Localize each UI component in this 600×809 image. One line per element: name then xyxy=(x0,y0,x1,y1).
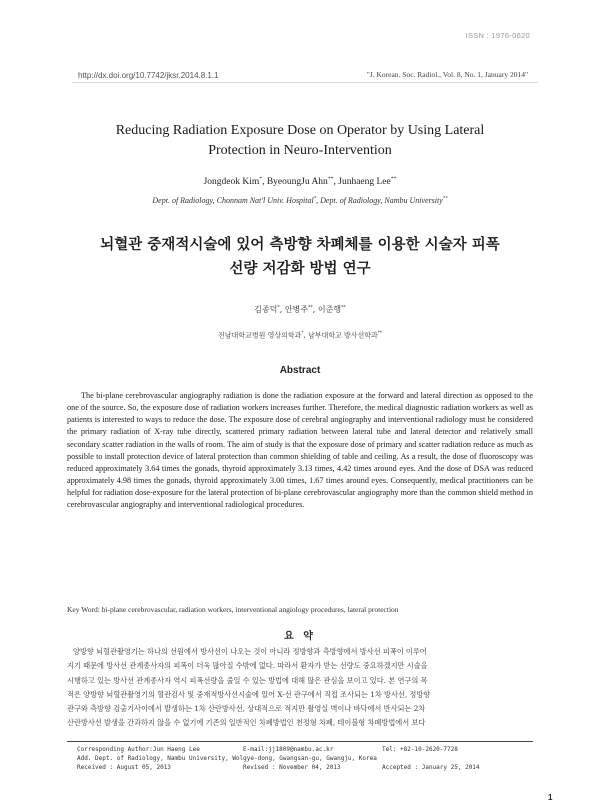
affiliation-mark: ** xyxy=(377,330,382,335)
affiliation-mark: ** xyxy=(442,196,448,202)
page-number: 1 xyxy=(548,793,553,802)
corresponding-author: Corresponding Author:Jun Haeng Lee xyxy=(77,746,200,753)
korean-authors: 김종덕*, 안병주**, 이준행** xyxy=(254,305,346,314)
english-affiliations: Dept. of Radiology, Chonnam Nat'l Univ. Hospital*, Dept. of Radiology, Nambu University** xyxy=(152,196,448,205)
issn: ISSN : 1976-0620 xyxy=(465,31,530,40)
affiliation: Dept. of Radiology, Chonnam Nat'l Univ. Hospital xyxy=(152,196,314,205)
author-name: 안병주 xyxy=(284,305,308,314)
korean-title-line-1: 뇌혈관 중재적시술에 있어 측방향 차폐체를 이용한 시술자 피폭 xyxy=(100,236,500,253)
address: Add. Dept. of Radiology, Nambu University, Wolgye-dong, Gwangsan-gu, Gwangju, Korea xyxy=(77,755,377,763)
accepted-date: Accepted : January 25, 2014 xyxy=(382,764,480,772)
author-mark: ** xyxy=(390,176,397,182)
korean-abstract-line: 관구와 측방향 검출기사이에서 발생하는 1차 산란방사선, 상대적으로 적지만 촬영실 벽이나 바닥에서 반사되는 2차 xyxy=(67,704,426,714)
english-title-line-1: Reducing Radiation Exposure Dose on Operator by Using Lateral xyxy=(115,123,485,138)
affiliation-mark: * xyxy=(301,330,304,335)
korean-abstract-line: 양방향 뇌혈관촬영기는 하나의 선원에서 방사선이 나오는 것이 아니라 정방향과 측방향에서 방사선 피폭이 이루어 xyxy=(73,647,427,656)
telephone: Tel: +82-10-2620-7728 xyxy=(382,746,458,753)
author-mark: ** xyxy=(308,305,313,311)
footer-divider xyxy=(67,741,533,742)
affiliation: 남부대학교 방사선학과 xyxy=(307,331,378,340)
correspondence-footer xyxy=(77,745,537,773)
doi-link[interactable]: http://dx.doi.org/10.7742/jksr.2014.8.1.1 xyxy=(78,71,219,80)
author-name: 김종덕 xyxy=(254,305,278,314)
affiliation-mark: * xyxy=(313,196,317,202)
author-mark: ** xyxy=(341,305,346,311)
abstract-heading: Abstract xyxy=(279,365,321,376)
english-authors: Jongdeok Kim*, ByeoungJu Ahn**, Junhaeng Lee** xyxy=(203,176,397,188)
korean-abstract-body xyxy=(67,645,533,731)
author-name: Junhaeng Lee xyxy=(338,177,391,188)
journal-citation: "J. Korean. Soc. Radiol., Vol. 8, No. 1, January 2014" xyxy=(366,70,528,79)
header-divider xyxy=(72,82,538,83)
author-name: ByeoungJu Ahn xyxy=(266,177,328,188)
footer-row xyxy=(77,763,537,772)
english-title-line-2: Protection in Neuro-Intervention xyxy=(208,143,392,158)
korean-abstract-line: 산란방사선 발생을 간과하지 않을 수 없기에 기존의 일반적인 차폐방법인 천정형 차폐, 테이블형 차폐방법에서 보다 xyxy=(67,718,426,728)
english-title xyxy=(60,121,540,161)
affiliation: 전남대학교병원 영상의학과 xyxy=(218,331,302,340)
korean-affiliations: 전남대학교병원 영상의학과*, 남부대학교 방사선학과** xyxy=(218,330,382,340)
abstract-body xyxy=(67,390,533,512)
korean-abstract-line: 적은 양방향 뇌혈관촬영기의 혈관검사 및 중재적방사선시술에 있어 X-선 관구에서 직접 조사되는 1차 방사선, 정방향 xyxy=(67,689,431,699)
revised-date: Revised : November 04, 2013 xyxy=(243,764,341,772)
korean-abstract-heading: 요 약 xyxy=(284,631,316,642)
footer-row xyxy=(77,754,537,763)
author-name: 이준행 xyxy=(317,305,342,314)
korean-abstract-line: 지기 때문에 방사선 관계종사자의 피폭이 더욱 많아질 수밖에 없다. 따라서 환자가 받는 선량도 중요하겠지만 시술을 xyxy=(67,661,428,671)
author-mark: * xyxy=(277,305,280,311)
keywords: Key Word: bi-plane cerebrovascular, radiation workers, interventional angiology procedures, lateral protection xyxy=(67,605,399,614)
author-name: Jongdeok Kim xyxy=(203,177,260,188)
abstract-paragraph: The bi-plane cerebrovascular angiography radiation is done the radiation exposure at the forward and lateral direction as opposed to the one of the source. So, the exposure dose of radiation workers increases further. Therefore, the medical diagnostic radiation workers as well as patients is interested to ways to reduce the dose. The exposure dose of cerebral angiography and interventional radiology must be considered the primary radiation of X-ray tube directly, scattered primary radiation between lateral tube and lateral detector and relatively small secondary scatter radiation in the walls of room. The aim of study is that the exposure dose of primary and scatter radiation reduce as much as possible to install protection device of lateral protection than common shielding of table and ceiling. As a result, the dose of fluoroscopy was reduced approximately 3.64 times the gonads, thyroid approximately 3.13 times, 4.42 times around eyes. And the dose of DSA was reduced approximately 4.98 times the gonads, thyroid approximately 3.00 times, 1.67 times around eyes. Consequently, medical practitioners can be helpful for radiation dose-exposure for the lateral protection of bi-plane cerebrovascular angiography more than the common shield method in cerebrovascular angiography and interventional radiological procedures. xyxy=(67,391,533,510)
affiliation: Dept. of Radiology, Nambu University xyxy=(320,196,443,205)
received-date: Received : August 05, 2013 xyxy=(77,764,171,772)
email[interactable]: E-mail:jj1809@nambu.ac.kr xyxy=(243,746,334,753)
author-mark: * xyxy=(259,176,263,182)
korean-title-line-2: 선량 저감화 방법 연구 xyxy=(229,260,371,277)
footer-row xyxy=(77,745,537,754)
korean-title xyxy=(60,233,540,281)
korean-abstract-line: 시행하고 있는 방사선 관계종사자 역시 피폭선량을 줄일 수 있는 방법에 대해 많은 관심을 보이고 있다. 본 연구의 목 xyxy=(67,675,428,685)
author-mark: ** xyxy=(327,176,334,182)
